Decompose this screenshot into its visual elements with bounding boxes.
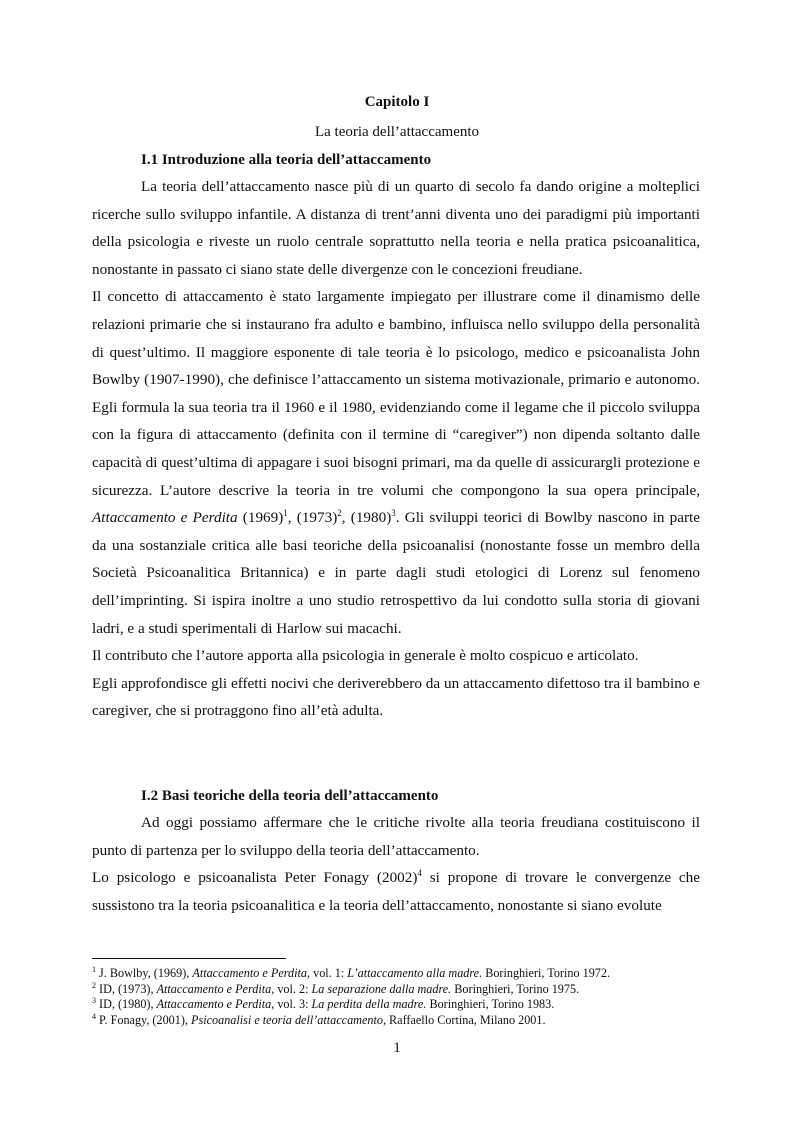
- footnote-subtitle: L’attaccamento alla madre.: [347, 966, 483, 980]
- text-run: . Gli sviluppi teorici di Bowlby nascono in parte da una sostanziale critica alle basi teoriche della psicoanalisi (nonostante fosse un membro della Società Psicoanalitica Britannica) e in parte dagli studi etologici di Lorenz sul fenomeno dell’imprinting. Si ispira inoltre a uno studio retrospettivo da lui condotto sulla storia di giovani ladri, e a studi sperimentali di Harlow sui macachi.: [92, 509, 701, 637]
- text-run: , (1980): [341, 509, 392, 527]
- footnote-ref[interactable]: 1: [283, 508, 288, 519]
- book-title: Attaccamento e Perdita: [92, 509, 238, 527]
- footnote-title: Attaccamento e Perdita,: [192, 966, 311, 980]
- section-1-body: [92, 173, 700, 725]
- footnote-text: vol. 1:: [310, 966, 348, 980]
- footnote-ref[interactable]: 2: [337, 508, 342, 519]
- text-run: si propone di trovare le convergenze che sussistono tra la teoria psicoanalitica e la teoria dell’attaccamento, nonostante si siano evolute: [92, 869, 701, 914]
- text-run: (1969): [237, 509, 284, 527]
- paragraph: Il contributo che l’autore apporta alla psicologia in generale è molto cospicuo e articolato.: [92, 647, 639, 665]
- paragraph: [92, 864, 700, 919]
- footnote-text: ID, (1980),: [96, 997, 157, 1012]
- footnote-text: Raffaello Cortina, Milano 2001.: [386, 1012, 546, 1027]
- footnote-text: vol. 3:: [274, 997, 312, 1012]
- footnote-title: Psicoanalisi e teoria dell’attaccamento,: [191, 1012, 386, 1027]
- footnote-text: Boringhieri, Torino 1972.: [482, 966, 611, 980]
- text-run: Il concetto di attaccamento è stato largamente impiegato per illustrare come il dinamismo delle relazioni primarie che si instaurano fra adulto e bambino, influisca nello sviluppo della personalità di quest’ultimo. Il maggiore esponente di tale teoria è lo psicologo, medico e psicoanalista John Bowlby (1907-1990), che definisce l’attaccamento un sistema motivazionale, primario e autonomo. Egli formula la sua teoria tra il 1960 e il 1980, evidenziando come il legame che il piccolo sviluppa con la figura di attaccamento (definita con il termine di “caregiver”) non dipenda soltanto dalle capacità di quest’ultima di appagare i suoi bisogni primari, ma da quelle di assicurargli protezione e sicurezza. L’autore descrive la teoria in tre volumi che compongono la sua opera principale,: [92, 288, 700, 499]
- footnote-title: Attaccamento e Perdita,: [156, 981, 275, 996]
- paragraph: Ad oggi possiamo affermare che le critiche rivolte alla teoria freudiana costituiscono il punto di partenza per lo sviluppo della teoria dell’attaccamento.: [92, 814, 700, 859]
- footnote-ref[interactable]: 3: [391, 508, 396, 519]
- footnote-text: ID, (1973),: [96, 981, 157, 996]
- footnote-text: vol. 2:: [274, 981, 312, 996]
- footnote-text: J. Bowlby, (1969),: [96, 966, 193, 980]
- chapter-title: Capitolo I: [364, 94, 430, 110]
- footnote-ref[interactable]: 4: [417, 868, 422, 879]
- footnote-number: 2: [92, 980, 96, 990]
- section-2-body: [92, 809, 700, 919]
- paragraph: [92, 283, 700, 642]
- footnote-divider: [92, 958, 286, 959]
- footnote-text: Boringhieri, Torino 1975.: [451, 981, 580, 996]
- footnote-title: Attaccamento e Perdita,: [156, 997, 275, 1012]
- footnote-text: Boringhieri, Torino 1983.: [426, 997, 555, 1012]
- footnote-subtitle: La separazione dalla madre.: [311, 981, 452, 996]
- footnote-text: P. Fonagy, (2001),: [96, 1012, 192, 1027]
- footnote-number: 3: [92, 996, 96, 1006]
- section-heading-1: I.1 Introduzione alla teoria dell’attaccamento: [141, 152, 432, 168]
- footnote: [92, 966, 712, 982]
- text-run: Lo psicologo e psicoanalista Peter Fonagy (2002): [92, 869, 418, 887]
- footnote: [92, 1013, 712, 1029]
- paragraph: Egli approfondisce gli effetti nocivi che deriverebbero da un attaccamento difettoso tra il bambino e caregiver, che si protraggono fino all’età adulta.: [92, 674, 700, 720]
- paragraph: La teoria dell’attaccamento nasce più di un quarto di secolo fa dando origine a molteplici ricerche sullo sviluppo infantile. A distanza di trent’anni diventa uno dei paradigmi più importanti della psicologia e riveste un ruolo centrale soprattutto nella teoria e nella pratica psicoanalitica, nonostante in passato ci siano state delle divergenze con le concezioni freudiane.: [92, 178, 700, 278]
- footnotes: [92, 966, 712, 1028]
- section-heading-2: I.2 Basi teoriche della teoria dell’attaccamento: [141, 788, 439, 804]
- footnote: [92, 997, 712, 1013]
- chapter-subtitle: La teoria dell’attaccamento: [314, 124, 480, 140]
- footnote-number: 1: [92, 964, 96, 974]
- footnote: [92, 982, 712, 998]
- footnote-number: 4: [92, 1011, 96, 1021]
- footnote-subtitle: La perdita della madre.: [311, 997, 427, 1012]
- page-number: 1: [393, 1040, 401, 1056]
- text-run: , (1973): [287, 509, 338, 527]
